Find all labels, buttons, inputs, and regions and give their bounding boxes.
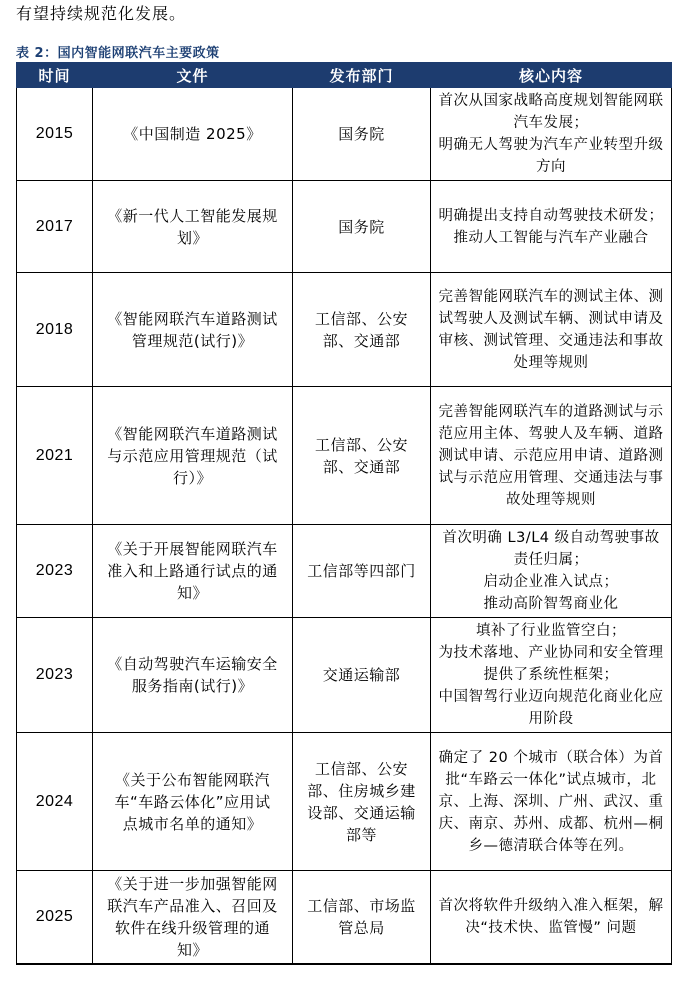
- cell-content: [431, 387, 672, 525]
- cell-content: [431, 273, 672, 387]
- intro-text: 有望持续规范化发展。: [16, 4, 187, 23]
- header-time: 时间: [17, 63, 93, 88]
- table-row: [17, 871, 672, 965]
- cell-document: 《关于开展智能网联汽车准入和上路通行试点的通知》: [93, 525, 293, 618]
- cell-document: 《关于公布智能网联汽车“车路云体化”应用试点城市名单的通知》: [93, 733, 293, 871]
- cell-department: 交通运输部: [293, 618, 431, 733]
- content-line: 首次明确 L3/L4 级自动驾驶事故责任归属；: [442, 530, 660, 568]
- cell-department: 工信部等四部门: [293, 525, 431, 618]
- content-line: 首次将软件升级纳入准入框架，解决“技术快、监管慢” 问题: [438, 898, 664, 936]
- content-line: 完善智能网联汽车的道路测试与示范应用主体、驾驶人及车辆、道路测试申请、示范应用申请、道路测试与示范应用管理、交通违法与事故处理等规则: [438, 403, 664, 508]
- cell-year: 2018: [17, 273, 93, 387]
- table-header-row: [17, 63, 672, 88]
- cell-content: [431, 618, 672, 733]
- content-line: 推动高阶智驾商业化: [483, 596, 619, 612]
- table-caption: 表 2：国内智能网联汽车主要政策: [16, 46, 220, 61]
- table-row: [17, 181, 672, 273]
- cell-year: 2021: [17, 387, 93, 525]
- cell-document: 《中国制造 2025》: [93, 88, 293, 181]
- table-row: [17, 387, 672, 525]
- cell-document: 《自动驾驶汽车运输安全服务指南(试行)》: [93, 618, 293, 733]
- cell-document: 《关于进一步加强智能网联汽车产品准入、召回及软件在线升级管理的通知》: [93, 871, 293, 965]
- cell-year: 2017: [17, 181, 93, 273]
- cell-content: [431, 871, 672, 965]
- content-line: 中国智驾行业迈向规范化商业化应用阶段: [438, 689, 664, 727]
- content-line: 完善智能网联汽车的测试主体、测试驾驶人及测试车辆、测试申请及审核、测试管理、交通违法和事故处理等规则: [438, 288, 664, 371]
- table-row: [17, 618, 672, 733]
- table-row: [17, 88, 672, 181]
- header-content: 核心内容: [431, 63, 672, 88]
- cell-year: 2024: [17, 733, 93, 871]
- cell-content: [431, 181, 672, 273]
- content-line: 为技术落地、产业协同和安全管理提供了系统性框架；: [438, 645, 664, 683]
- cell-document: 《智能网联汽车道路测试与示范应用管理规范（试行）》: [93, 387, 293, 525]
- table-row: [17, 525, 672, 618]
- cell-year: 2023: [17, 525, 93, 618]
- content-line: 启动企业准入试点；: [483, 574, 619, 590]
- cell-document: 《新一代人工智能发展规划》: [93, 181, 293, 273]
- cell-content: [431, 733, 672, 871]
- content-line: 推动人工智能与汽车产业融合: [453, 229, 649, 246]
- content-line: 填补了行业监管空白；: [476, 623, 626, 639]
- content-line: 首次从国家战略高度规划智能网联汽车发展；: [438, 93, 664, 131]
- header-department: 发布部门: [293, 63, 431, 88]
- cell-department: 国务院: [293, 88, 431, 181]
- cell-department: 工信部、市场监管总局: [293, 871, 431, 965]
- cell-year: 2023: [17, 618, 93, 733]
- content-line: 明确无人驾驶为汽车产业转型升级方向: [438, 137, 664, 175]
- cell-content: [431, 88, 672, 181]
- cell-department: 国务院: [293, 181, 431, 273]
- table-row: [17, 273, 672, 387]
- table-row: [17, 733, 672, 871]
- cell-content: [431, 525, 672, 618]
- cell-document: 《智能网联汽车道路测试管理规范(试行)》: [93, 273, 293, 387]
- cell-department: 工信部、公安部、交通部: [293, 387, 431, 525]
- cell-department: 工信部、公安部、交通部: [293, 273, 431, 387]
- header-document: 文件: [93, 63, 293, 88]
- cell-year: 2015: [17, 88, 93, 181]
- cell-department: 工信部、公安部、住房城乡建设部、交通运输部等: [293, 733, 431, 871]
- cell-year: 2025: [17, 871, 93, 965]
- policy-table: [16, 62, 672, 965]
- intro-paragraph: [16, 0, 676, 30]
- content-line: 明确提出支持自动驾驶技术研发；: [438, 207, 664, 224]
- content-line: 确定了 20 个城市（联合体）为首批“车路云一体化”试点城市，北京、上海、深圳、广州、武汉、重庆、南京、苏州、成都、杭州—桐乡—德清联合体等在列。: [438, 749, 664, 854]
